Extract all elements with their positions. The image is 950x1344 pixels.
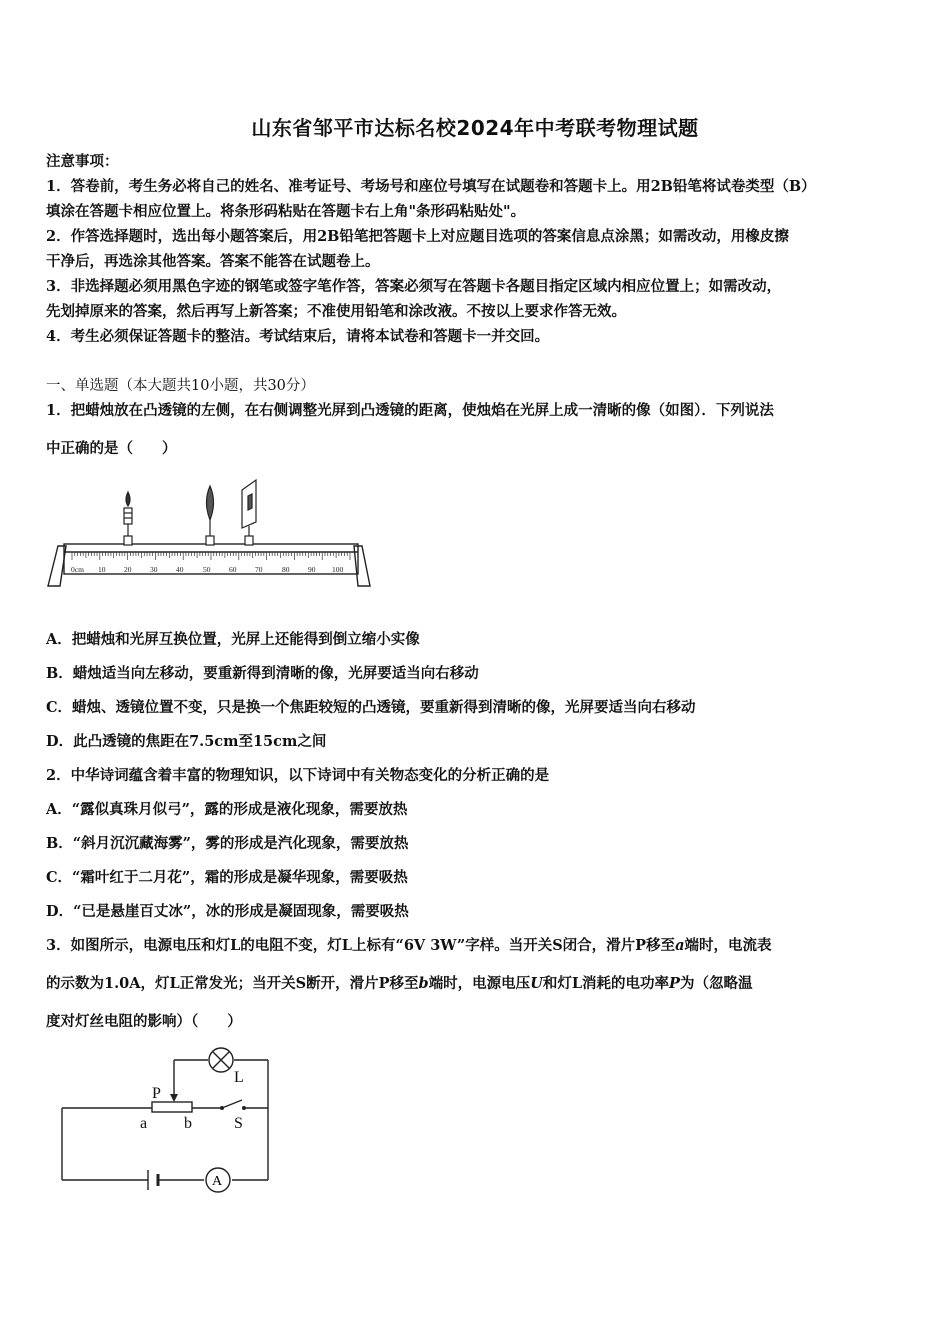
ruler-label: 70 bbox=[255, 565, 263, 574]
convex-lens bbox=[206, 486, 214, 545]
q1-option-a: A．把蜡烛和光屏互换位置，光屏上还能得到倒立缩小实像 bbox=[46, 631, 420, 648]
label-s: S bbox=[234, 1115, 243, 1132]
rheostat bbox=[152, 1102, 192, 1112]
q3-text: 端时，电流表 bbox=[684, 937, 772, 954]
q1-option-b: B．蜡烛适当向左移动，要重新得到清晰的像，光屏要适当向右移动 bbox=[46, 665, 479, 682]
q3-stem-line3: 度对灯丝电阻的影响）（ ） bbox=[46, 1013, 242, 1030]
q1-option-d: D．此凸透镜的焦距在7.5cm至15cm之间 bbox=[46, 733, 327, 750]
ruler-label: 10 bbox=[98, 565, 106, 574]
switch bbox=[220, 1100, 246, 1110]
q3-var-p: P bbox=[669, 975, 680, 992]
label-p: P bbox=[152, 1085, 161, 1102]
section-heading: 一、单选题（本大题共10小题，共30分） bbox=[46, 378, 315, 394]
circuit-diagram bbox=[56, 1044, 276, 1194]
q1-stem-line2: 中正确的是（ ） bbox=[46, 440, 177, 457]
candle bbox=[124, 492, 132, 545]
label-a: a bbox=[140, 1115, 148, 1132]
ruler-label: 20 bbox=[124, 565, 132, 574]
q3-text: 和灯L消耗的电功率 bbox=[542, 975, 670, 992]
q3-text: 为（忽略温 bbox=[679, 975, 753, 992]
ruler-label: 90 bbox=[308, 565, 316, 574]
ruler-label: 30 bbox=[150, 565, 158, 574]
optical-bench-figure bbox=[44, 478, 384, 590]
q3-stem-line2 bbox=[46, 974, 906, 994]
notice-line: 干净后，再选涂其他答案。答案不能答在试题卷上。 bbox=[46, 253, 380, 270]
q3-var-a: a bbox=[675, 937, 685, 954]
light-screen bbox=[242, 480, 256, 545]
ruler-label: 100 bbox=[332, 565, 344, 574]
slider-arrow-icon bbox=[170, 1094, 178, 1102]
ruler-label: 40 bbox=[176, 565, 184, 574]
q2-stem: 2．中华诗词蕴含着丰富的物理知识，以下诗词中有关物态变化的分析正确的是 bbox=[46, 767, 550, 784]
notice-line: 先划掉原来的答案，然后再写上新答案；不准使用铅笔和涂改液。不按以上要求作答无效。 bbox=[46, 303, 626, 320]
notice-line: 1．答卷前，考生务必将自己的姓名、准考证号、考场号和座位号填写在试题卷和答题卡上。用2B铅笔将试卷类型（B） bbox=[46, 178, 816, 195]
q3-text: 的示数为1.0A，灯L正常发光；当开关S断开，滑片P移至 bbox=[46, 975, 419, 992]
notice-line: 4．考生必须保证答题卡的整洁。考试结束后，请将本试卷和答题卡一并交回。 bbox=[46, 328, 550, 345]
ruler-label: 0cm bbox=[71, 565, 84, 574]
notice-line: 3．非选择题必须用黑色字迹的钢笔或签字笔作答，答案必须写在答题卡各题目指定区域内相应位置上；如需改动， bbox=[46, 278, 782, 295]
battery-icon bbox=[148, 1170, 158, 1190]
exam-title: 山东省邹平市达标名校2024年中考联考物理试题 bbox=[251, 116, 699, 140]
ruler-label: 50 bbox=[203, 565, 211, 574]
q2-option-c: C．“霜叶红于二月花”，霜的形成是凝华现象，需要吸热 bbox=[46, 869, 408, 886]
ruler-label: 80 bbox=[282, 565, 290, 574]
q2-option-b: B．“斜月沉沉藏海雾”，雾的形成是汽化现象，需要放热 bbox=[46, 835, 409, 852]
notice-heading: 注意事项： bbox=[46, 153, 119, 170]
q3-text: 3．如图所示，电源电压和灯L的电阻不变，灯L上标有“6V 3W”字样。当开关S闭合，滑片P移至 bbox=[46, 937, 676, 954]
label-b: b bbox=[184, 1115, 192, 1132]
q3-text: 端时，电源电压 bbox=[428, 975, 531, 992]
ruler-label: 60 bbox=[229, 565, 237, 574]
q1-option-c: C．蜡烛、透镜位置不变，只是换一个焦距较短的凸透镜，要重新得到清晰的像，光屏要适当向右移动 bbox=[46, 699, 696, 716]
q2-option-d: D．“已是悬崖百丈冰”，冰的形成是凝固现象，需要吸热 bbox=[46, 903, 409, 920]
q3-var-u: U bbox=[530, 975, 543, 992]
notice-line: 2．作答选择题时，选出每小题答案后，用2B铅笔把答题卡上对应题目选项的答案信息点涂黑；如需改动，用橡皮擦 bbox=[46, 228, 789, 245]
notice-line: 填涂在答题卡相应位置上。将条形码粘贴在答题卡右上角"条形码粘贴处"。 bbox=[46, 203, 526, 220]
ammeter-label: A bbox=[212, 1174, 223, 1189]
ammeter-icon bbox=[206, 1168, 230, 1192]
q3-stem-line1 bbox=[46, 936, 906, 956]
label-l: L bbox=[234, 1069, 244, 1086]
q1-stem-line1: 1．把蜡烛放在凸透镜的左侧，在右侧调整光屏到凸透镜的距离，使烛焰在光屏上成一清晰的像（如图）．下列说法 bbox=[46, 402, 774, 419]
lamp-icon bbox=[209, 1048, 233, 1072]
q3-var-b: b bbox=[418, 975, 429, 992]
ruler-ticks bbox=[72, 552, 350, 560]
q2-option-a: A．“露似真珠月似弓”，露的形成是液化现象，需要放热 bbox=[46, 801, 408, 818]
